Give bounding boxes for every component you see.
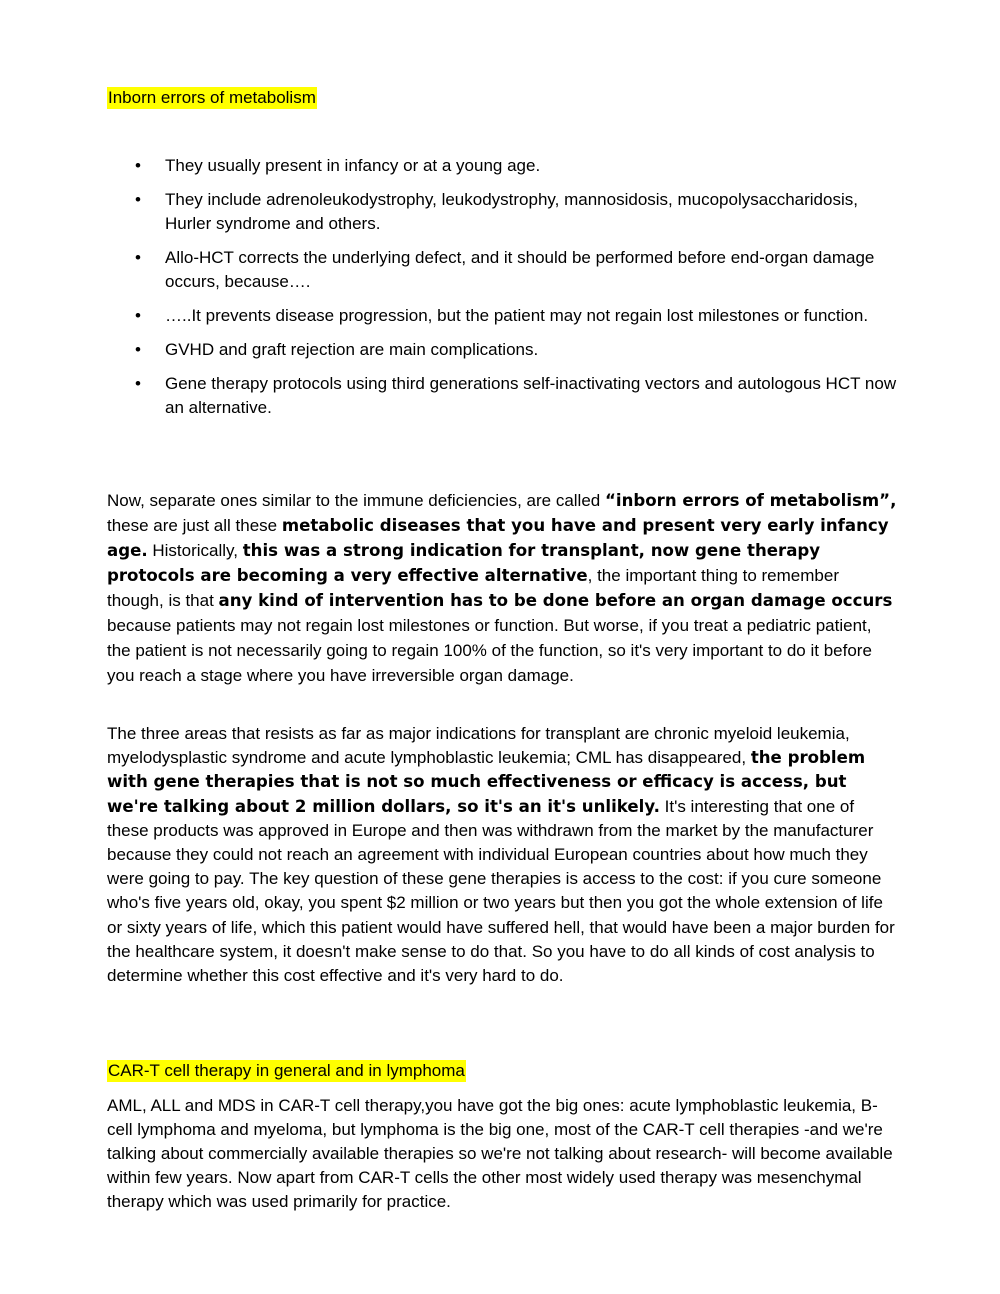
text-run: these are just all these (107, 516, 282, 535)
list-item-text: They include adrenoleukodystrophy, leukodystrophy, mannosidosis, mucopolysaccharidosis, Hurler syndrome and others. (165, 190, 858, 233)
list-item-text: GVHD and graft rejection are main complications. (165, 340, 539, 359)
list-item (107, 188, 897, 236)
list-item-text: They usually present in infancy or at a young age. (165, 156, 541, 175)
list-item-text: …..It prevents disease progression, but the patient may not regain lost milestones or function. (165, 306, 869, 325)
list-item (107, 372, 897, 420)
bold-text-run: this was a strong indication for transplant, now gene therapy protocols are becoming a very effective alternative (107, 541, 821, 585)
bold-text-run: any kind of intervention has to be done before an organ damage occurs (218, 591, 893, 610)
text-run: It's interesting that one of these products was approved in Europe and then was withdrawn from the market by the manufacturer because they could not reach an agreement with individual European countries about how much they were going to pay. The key question of these gene therapies is access to the cost: if you cure someone who's five years old, okay, you spent $2 million or two years but then you got the whole extension of life or sixty years of life, which this patient would have suffered hell, that would have been a major burden for the healthcare system, it doesn't make sense to do that. So you have to do all kinds of cost analysis to determine whether this cost effective and it's very hard to do. (107, 796, 895, 986)
bold-text-run: metabolic diseases that you have and present very early infancy age. (107, 516, 889, 560)
list-item-text: Gene therapy protocols using third generations self-inactivating vectors and autologous HCT now an alternative. (165, 374, 897, 417)
bullet-marker: • (135, 374, 141, 393)
bold-text-run: the problem with gene therapies that is not so much effectiveness or efficacy is access, but we're talking about 2 million dollars, so it's an it's unlikely. (107, 748, 866, 816)
text-run: because patients may not regain lost milestones or function. But worse, if you treat a pediatric patient, the patient is not necessarily going to regain 100% of the function, so it's very important to do it before you reach a stage where you have irreversible organ damage. (107, 616, 872, 685)
bullet-marker: • (135, 190, 141, 209)
text-run: Historically, (147, 541, 243, 560)
section-heading-car-t (107, 1060, 466, 1082)
bullet-marker: • (135, 156, 141, 175)
text-run: , the important thing to remember though, is that (107, 566, 839, 610)
list-item (107, 154, 897, 178)
bullet-marker: • (135, 340, 141, 359)
list-item (107, 304, 897, 328)
bullet-marker: • (135, 306, 141, 325)
paragraph-inborn-errors (107, 488, 897, 688)
list-item (107, 338, 897, 362)
highlighted-heading-text: CAR-T cell therapy in general and in lymphoma (108, 1061, 465, 1080)
text-run: Now, separate ones similar to the immune deficiencies, are called (107, 491, 605, 510)
bullet-list (107, 154, 897, 430)
bold-text-run: “inborn errors of metabolism”, (604, 491, 897, 510)
list-item (107, 246, 897, 294)
bullet-marker: • (135, 248, 141, 267)
paragraph-gene-therapy-cost (107, 722, 897, 988)
section-heading-inborn-errors (107, 87, 317, 109)
highlighted-heading-text: Inborn errors of metabolism (108, 88, 316, 107)
list-item-text: Allo-HCT corrects the underlying defect, and it should be performed before end-organ damage occurs, because…. (165, 248, 875, 291)
text-run: AML, ALL and MDS in CAR-T cell therapy,you have got the big ones: acute lymphoblastic leukemia, B-cell lymphoma and myeloma, but lymphoma is the big one, most of the CAR-T cell therapies -and we're talking about commercially available therapies so we're not talking about research- will become available within few years. Now apart from CAR-T cells the other most widely used therapy was mesenchymal therapy which was used primarily for practice. (107, 1096, 893, 1211)
text-run: The three areas that resists as far as major indications for transplant are chronic myeloid leukemia, myelodysplastic syndrome and acute lymphoblastic leukemia; CML has disappeared, (107, 724, 850, 768)
paragraph-car-t (107, 1094, 897, 1214)
